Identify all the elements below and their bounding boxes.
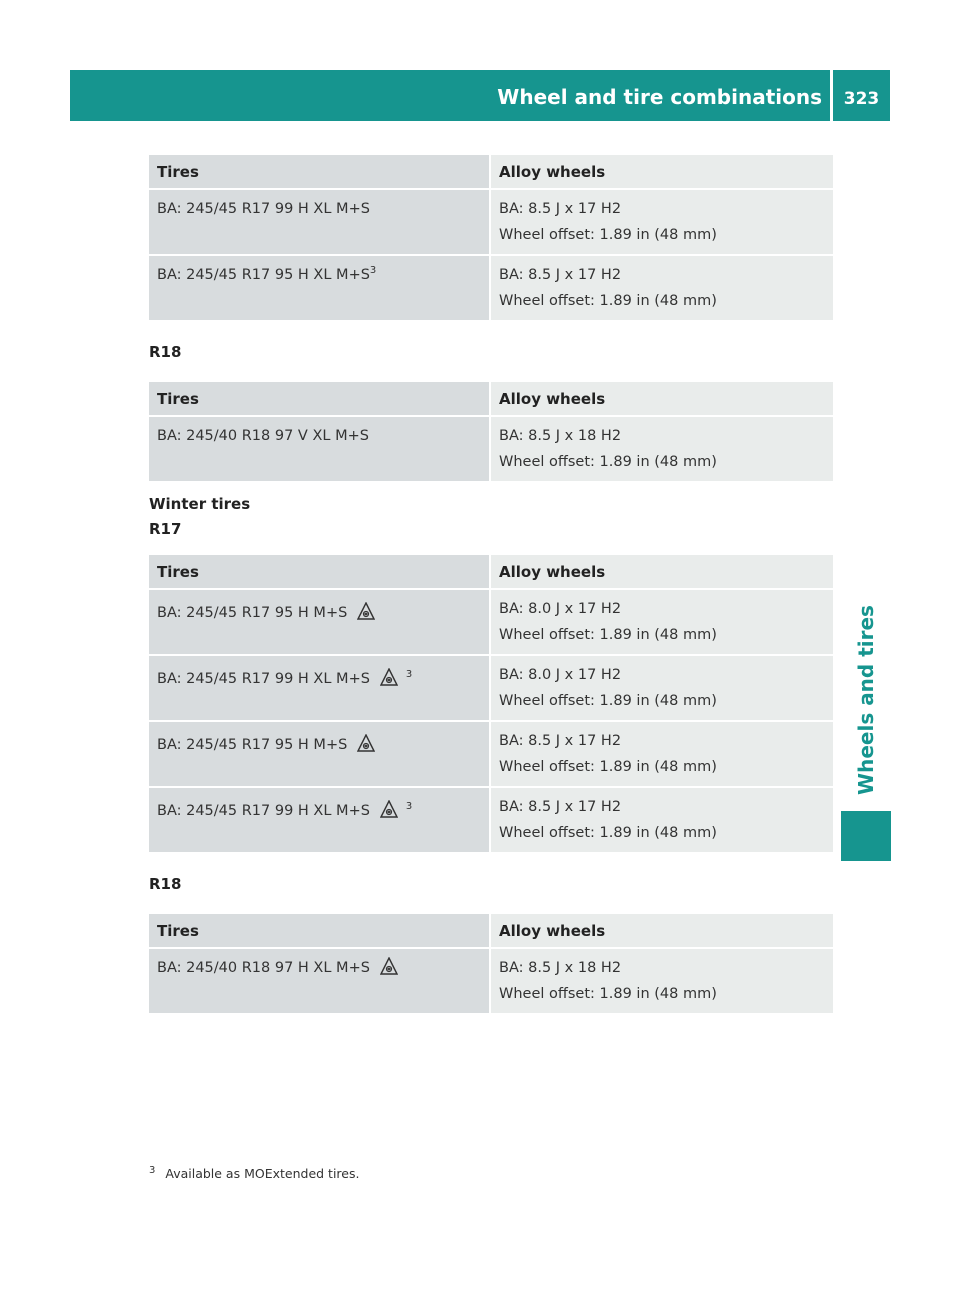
table-row bbox=[149, 947, 833, 1013]
section-label-r17: R17 bbox=[149, 520, 182, 538]
tire-spec: BA: 245/45 R17 99 H XL M+S bbox=[157, 201, 370, 217]
wheel-offset: Wheel offset: 1.89 in (48 mm) bbox=[499, 825, 717, 841]
wheel-cell bbox=[489, 254, 833, 320]
tire-spec: BA: 245/45 R17 99 H XL M+S bbox=[157, 670, 370, 687]
side-tab-marker bbox=[841, 811, 891, 861]
snowflake-mountain-icon bbox=[357, 602, 375, 620]
wheel-offset: Wheel offset: 1.89 in (48 mm) bbox=[499, 227, 717, 243]
column-header-tires: Tires bbox=[149, 555, 489, 588]
wheel-cell bbox=[489, 947, 833, 1013]
tire-spec: BA: 245/40 R18 97 V XL M+S bbox=[157, 428, 369, 444]
wheel-spec: BA: 8.5 J x 18 H2 bbox=[499, 428, 622, 444]
wheel-spec: BA: 8.5 J x 17 H2 bbox=[499, 799, 622, 815]
tire-table-r17-winter bbox=[149, 555, 833, 852]
wheel-offset: Wheel offset: 1.89 in (48 mm) bbox=[499, 986, 717, 1002]
tire-cell bbox=[149, 654, 489, 720]
section-label-r18: R18 bbox=[149, 343, 182, 361]
content bbox=[149, 155, 833, 1013]
wheel-spec: BA: 8.0 J x 17 H2 bbox=[499, 667, 622, 683]
table-row bbox=[149, 588, 833, 654]
wheel-cell bbox=[489, 720, 833, 786]
wheel-offset: Wheel offset: 1.89 in (48 mm) bbox=[499, 759, 717, 775]
snowflake-mountain-icon bbox=[357, 734, 375, 752]
table-row bbox=[149, 786, 833, 852]
wheel-cell bbox=[489, 415, 833, 481]
wheel-cell bbox=[489, 188, 833, 254]
footnote-ref: 3 bbox=[405, 669, 413, 680]
wheel-spec: BA: 8.0 J x 17 H2 bbox=[499, 601, 622, 617]
wheel-spec: BA: 8.5 J x 18 H2 bbox=[499, 960, 622, 976]
tire-table-r18-winter bbox=[149, 914, 833, 1013]
footnote-ref: 3 bbox=[369, 265, 377, 277]
table-header-row bbox=[149, 155, 833, 188]
tire-spec: BA: 245/45 R17 99 H XL M+S bbox=[157, 802, 370, 819]
column-header-alloy-wheels: Alloy wheels bbox=[489, 914, 833, 947]
tire-spec: BA: 245/40 R18 97 H XL M+S bbox=[157, 960, 370, 976]
page-number: 323 bbox=[843, 89, 880, 109]
column-header-alloy-wheels: Alloy wheels bbox=[489, 555, 833, 588]
tire-cell bbox=[149, 415, 489, 481]
wheel-offset: Wheel offset: 1.89 in (48 mm) bbox=[499, 693, 717, 709]
table-row bbox=[149, 188, 833, 254]
column-header-tires: Tires bbox=[149, 382, 489, 415]
tire-cell bbox=[149, 720, 489, 786]
footnote-text: Available as MOExtended tires. bbox=[165, 1166, 360, 1182]
section-label-r18: R18 bbox=[149, 875, 182, 893]
wheel-cell bbox=[489, 588, 833, 654]
snowflake-mountain-icon bbox=[380, 668, 398, 686]
table-row bbox=[149, 654, 833, 720]
wheel-offset: Wheel offset: 1.89 in (48 mm) bbox=[499, 627, 717, 643]
tire-cell bbox=[149, 947, 489, 1013]
tire-cell bbox=[149, 786, 489, 852]
footnote bbox=[149, 1165, 359, 1181]
section-label-winter-tires: Winter tires bbox=[149, 495, 251, 513]
tire-table-r17-summer bbox=[149, 155, 833, 320]
tire-cell bbox=[149, 254, 489, 320]
table-header-row bbox=[149, 914, 833, 947]
footnote-ref: 3 bbox=[405, 801, 413, 812]
table-row bbox=[149, 415, 833, 481]
column-header-alloy-wheels: Alloy wheels bbox=[489, 155, 833, 188]
tire-cell bbox=[149, 588, 489, 654]
tire-table-r18-summer bbox=[149, 382, 833, 481]
wheel-cell bbox=[489, 654, 833, 720]
column-header-tires: Tires bbox=[149, 155, 489, 188]
footnote-number: 3 bbox=[149, 1165, 156, 1176]
wheel-cell bbox=[489, 786, 833, 852]
table-row bbox=[149, 720, 833, 786]
side-tab-label: Wheels and tires bbox=[854, 605, 878, 795]
tire-spec: BA: 245/45 R17 95 H M+S bbox=[157, 604, 348, 621]
wheel-spec: BA: 8.5 J x 17 H2 bbox=[499, 733, 622, 749]
wheel-spec: BA: 8.5 J x 17 H2 bbox=[499, 267, 622, 283]
column-header-tires: Tires bbox=[149, 914, 489, 947]
wheel-offset: Wheel offset: 1.89 in (48 mm) bbox=[499, 454, 717, 470]
tire-spec: BA: 245/45 R17 95 H M+S bbox=[157, 736, 348, 753]
snowflake-mountain-icon bbox=[380, 957, 398, 975]
table-header-row bbox=[149, 555, 833, 588]
snowflake-mountain-icon bbox=[380, 800, 398, 818]
table-row bbox=[149, 254, 833, 320]
wheel-offset: Wheel offset: 1.89 in (48 mm) bbox=[499, 293, 717, 309]
tire-spec: BA: 245/45 R17 95 H XL M+S bbox=[157, 267, 370, 283]
column-header-alloy-wheels: Alloy wheels bbox=[489, 382, 833, 415]
page-title: Wheel and tire combinations bbox=[497, 85, 822, 109]
wheel-spec: BA: 8.5 J x 17 H2 bbox=[499, 201, 622, 217]
table-header-row bbox=[149, 382, 833, 415]
tire-cell bbox=[149, 188, 489, 254]
